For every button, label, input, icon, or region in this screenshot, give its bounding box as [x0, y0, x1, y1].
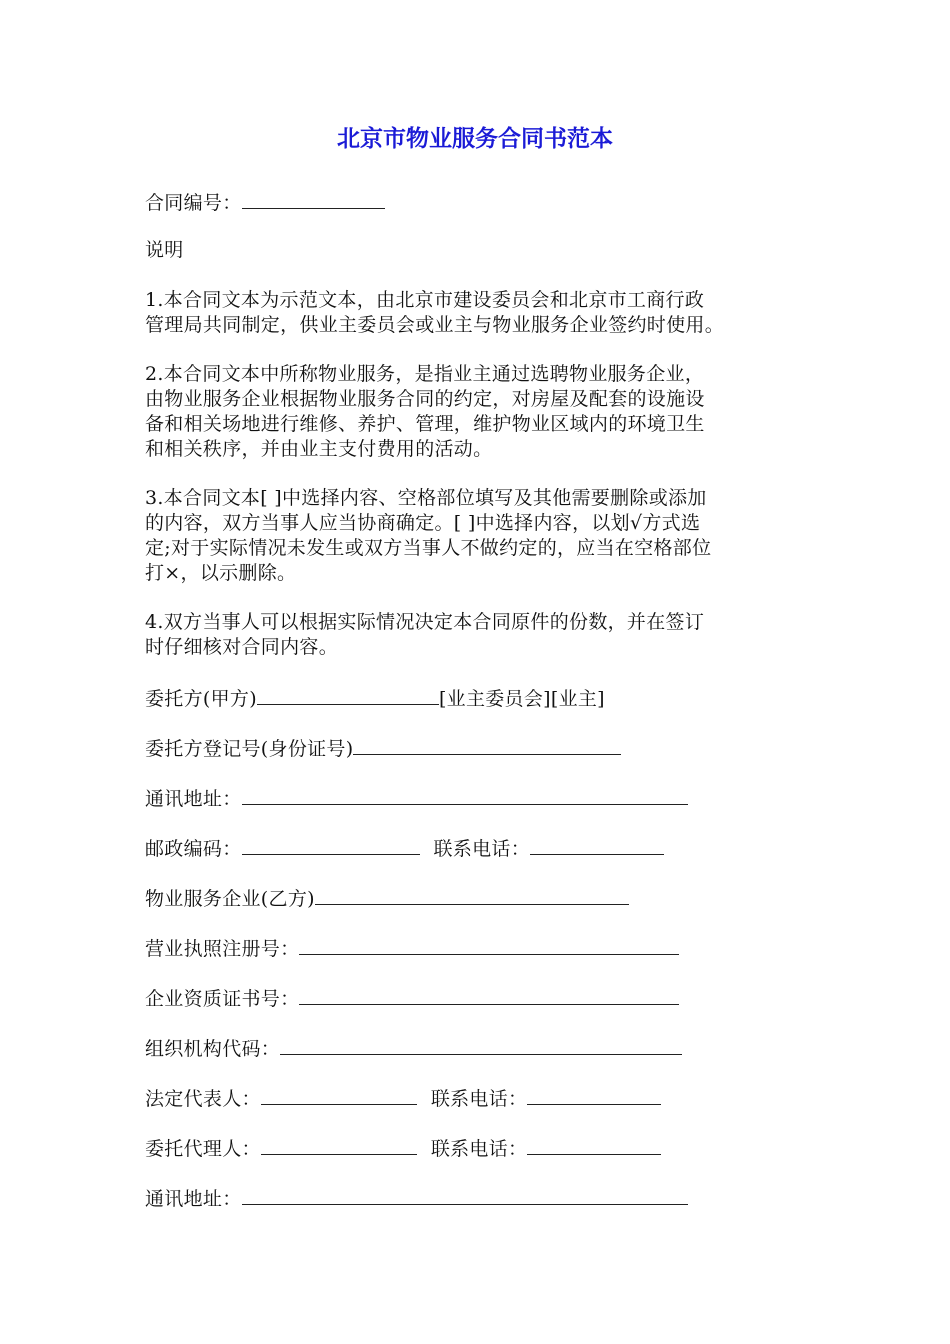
legal-rep-blank[interactable]: [261, 1084, 417, 1105]
note-line: 4.双方当事人可以根据实际情况决定本合同原件的份数，并在签订: [145, 611, 705, 633]
address-label: 通讯地址：: [145, 1188, 242, 1210]
address-row-2: [145, 1184, 688, 1212]
client-reg-label: 委托方登记号(身份证号): [145, 738, 354, 760]
note-line: 时仔细核对合同内容。: [145, 636, 339, 658]
phone-label: 联系电话：: [430, 1138, 528, 1160]
note-2: [145, 362, 805, 462]
service-company-row: [145, 884, 629, 912]
org-code-blank[interactable]: [280, 1034, 682, 1055]
phone-blank[interactable]: [527, 1134, 661, 1155]
qualification-blank[interactable]: [299, 984, 679, 1005]
note-line: 备和相关场地进行维修、养护、管理，维护物业区域内的环境卫生: [145, 413, 705, 435]
business-license-label: 营业执照注册号：: [145, 938, 300, 960]
agent-label: 委托代理人：: [145, 1138, 261, 1160]
section-heading: 说明: [145, 239, 184, 261]
client-options[interactable]: [业主委员会][业主]: [438, 688, 605, 710]
contract-number-label: 合同编号：: [145, 192, 242, 214]
postal-phone-row: [145, 834, 664, 862]
note-line: 和相关秩序，并由业主支付费用的活动。: [145, 438, 493, 460]
phone-blank[interactable]: [530, 834, 664, 855]
service-company-label: 物业服务企业(乙方): [145, 888, 315, 910]
note-line: 打×，以示删除。: [145, 562, 297, 584]
contract-number-row: [145, 188, 385, 216]
legal-rep-label: 法定代表人：: [145, 1088, 261, 1110]
legal-rep-row: [145, 1084, 661, 1112]
address-blank[interactable]: [242, 784, 688, 805]
note-1: [145, 288, 805, 338]
client-party-row: [145, 684, 605, 712]
note-line: 1.本合同文本为示范文本，由北京市建设委员会和北京市工商行政: [145, 289, 705, 311]
postal-code-blank[interactable]: [242, 834, 420, 855]
org-code-label: 组织机构代码：: [145, 1038, 281, 1060]
phone-label: 联系电话：: [433, 838, 531, 860]
note-line: 管理局共同制定，供业主委员会或业主与物业服务企业签约时使用。: [145, 314, 725, 336]
client-party-label: 委托方(甲方): [145, 688, 257, 710]
address-row-1: [145, 784, 688, 812]
business-license-row: [145, 934, 679, 962]
phone-blank[interactable]: [527, 1084, 661, 1105]
client-reg-blank[interactable]: [353, 734, 621, 755]
note-line: 由物业服务企业根据物业服务合同的约定，对房屋及配套的设施设: [145, 388, 705, 410]
agent-row: [145, 1134, 661, 1162]
contract-number-blank[interactable]: [242, 188, 385, 209]
note-line: 2.本合同文本中所称物业服务，是指业主通过选聘物业服务企业，: [145, 363, 705, 385]
service-company-blank[interactable]: [315, 884, 629, 905]
business-license-blank[interactable]: [299, 934, 679, 955]
qualification-label: 企业资质证书号：: [145, 988, 300, 1010]
note-line: 3.本合同文本[ ]中选择内容、空格部位填写及其他需要删除或添加: [145, 487, 707, 509]
document-title: 北京市物业服务合同书范本: [337, 126, 613, 152]
phone-label: 联系电话：: [430, 1088, 528, 1110]
address-label: 通讯地址：: [145, 788, 242, 810]
qualification-row: [145, 984, 679, 1012]
client-party-blank[interactable]: [257, 684, 439, 705]
org-code-row: [145, 1034, 682, 1062]
postal-code-label: 邮政编码：: [145, 838, 242, 860]
address-blank[interactable]: [242, 1184, 688, 1205]
note-3: [145, 486, 805, 586]
note-4: [145, 610, 805, 660]
client-reg-row: [145, 734, 621, 762]
note-line: 的内容，双方当事人应当协商确定。[ ]中选择内容，以划√方式选: [145, 512, 701, 534]
note-line: 定;对于实际情况未发生或双方当事人不做约定的，应当在空格部位: [145, 537, 712, 559]
agent-blank[interactable]: [261, 1134, 417, 1155]
